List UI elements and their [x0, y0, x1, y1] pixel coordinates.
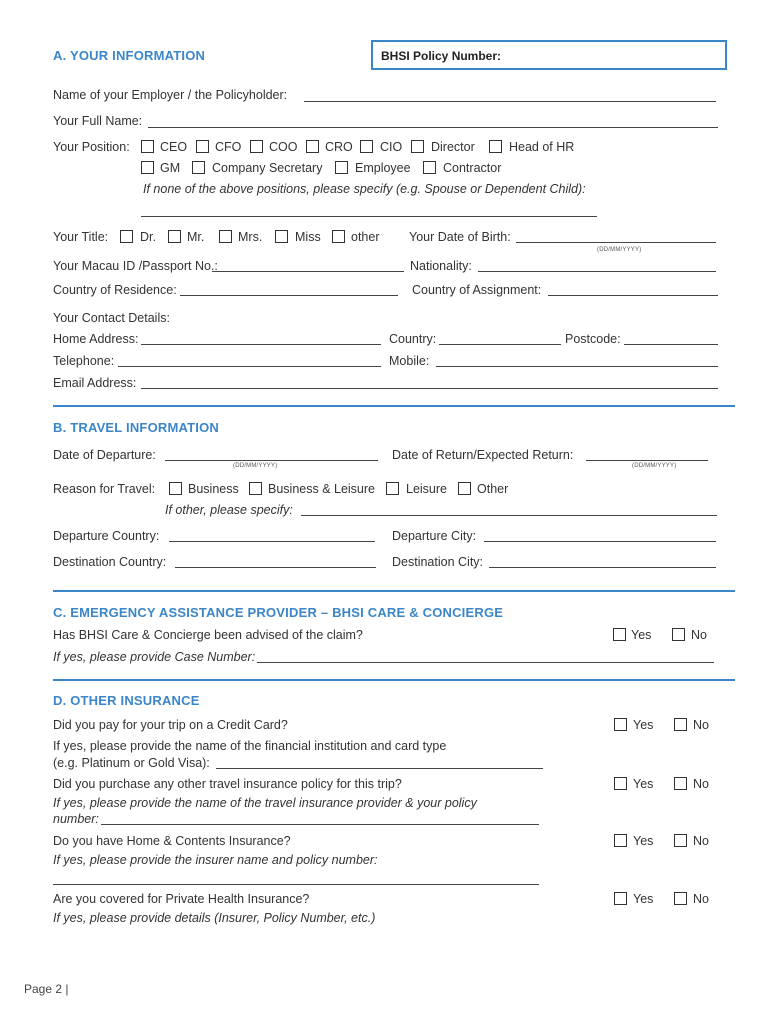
section-divider: [53, 679, 735, 681]
care-concierge-yes-checkbox[interactable]: [613, 628, 626, 641]
credit-card-question: Did you pay for your trip on a Credit Card?: [53, 718, 288, 732]
section-divider: [53, 405, 735, 407]
position-coo-label: COO: [269, 140, 298, 154]
assignment-label: Country of Assignment:: [412, 283, 542, 297]
reason-other-checkbox[interactable]: [458, 482, 471, 495]
reason-other-label: Other: [477, 482, 509, 496]
position-ceo-checkbox[interactable]: [141, 140, 154, 153]
destination-country-label: Destination Country:: [53, 555, 167, 569]
other-travel-insurance-no-checkbox[interactable]: [674, 777, 687, 790]
position-company-secretary-checkbox[interactable]: [192, 161, 205, 174]
position-cfo-label: CFO: [215, 140, 242, 154]
title-mr-label: Mr.: [187, 230, 205, 244]
departure-country-label: Departure Country:: [53, 529, 160, 543]
private-health-yes-label: Yes: [633, 892, 654, 906]
other-travel-insurance-followup-line2: number:: [53, 812, 99, 826]
other-travel-insurance-no-label: No: [693, 777, 709, 791]
position-head-of-hr-label: Head of HR: [509, 140, 575, 154]
title-miss-label: Miss: [295, 230, 321, 244]
other-travel-insurance-field[interactable]: [101, 824, 539, 825]
departure-date-format-hint: (DD/MM/YYYY): [233, 463, 278, 469]
private-health-no-checkbox[interactable]: [674, 892, 687, 905]
position-cfo-checkbox[interactable]: [196, 140, 209, 153]
position-ceo-label: CEO: [160, 140, 188, 154]
other-travel-insurance-yes-label: Yes: [633, 777, 654, 791]
mobile-label: Mobile:: [389, 354, 430, 368]
position-cio-checkbox[interactable]: [360, 140, 373, 153]
email-label: Email Address:: [53, 376, 137, 390]
reason-other-specify-label: If other, please specify:: [165, 503, 293, 517]
reason-label: Reason for Travel:: [53, 482, 156, 496]
private-health-yes-checkbox[interactable]: [614, 892, 627, 905]
position-contractor-checkbox[interactable]: [423, 161, 436, 174]
employer-label: Name of your Employer / the Policyholder:: [53, 88, 288, 102]
departure-city-label: Departure City:: [392, 529, 477, 543]
return-date-format-hint: (DD/MM/YYYY): [632, 463, 677, 469]
title-dr-checkbox[interactable]: [120, 230, 133, 243]
position-gm-checkbox[interactable]: [141, 161, 154, 174]
postcode-field[interactable]: [624, 344, 718, 345]
position-cio-label: CIO: [380, 140, 403, 154]
title-label: Your Title:: [53, 230, 109, 244]
position-contractor-label: Contractor: [443, 161, 502, 175]
section-divider: [53, 590, 735, 592]
country-label: Country:: [389, 332, 437, 346]
email-field[interactable]: [141, 388, 718, 389]
country-field[interactable]: [439, 344, 561, 345]
home-contents-followup: If yes, please provide the insurer name and policy number:: [53, 853, 378, 867]
departure-country-field[interactable]: [169, 541, 375, 542]
case-number-field[interactable]: [257, 662, 714, 663]
home-contents-no-label: No: [693, 834, 709, 848]
section-b-heading: B. TRAVEL INFORMATION: [53, 420, 219, 435]
credit-card-followup-line2: (e.g. Platinum or Gold Visa):: [53, 756, 210, 770]
departure-date-label: Date of Departure:: [53, 448, 156, 462]
reason-business-leisure-checkbox[interactable]: [249, 482, 262, 495]
position-other-field[interactable]: [141, 216, 597, 217]
home-address-label: Home Address:: [53, 332, 139, 346]
position-cro-label: CRO: [325, 140, 353, 154]
section-d-heading: D. OTHER INSURANCE: [53, 693, 200, 708]
credit-card-yes-checkbox[interactable]: [614, 718, 627, 731]
position-employee-checkbox[interactable]: [335, 161, 348, 174]
id-passport-label: Your Macau ID /Passport No.:: [53, 259, 218, 273]
title-other-checkbox[interactable]: [332, 230, 345, 243]
departure-date-field[interactable]: [165, 460, 378, 461]
section-a-heading: A. YOUR INFORMATION: [53, 48, 206, 63]
destination-city-label: Destination City:: [392, 555, 484, 569]
full-name-field[interactable]: [148, 127, 718, 128]
page-number: Page 2 |: [24, 982, 69, 996]
mobile-field[interactable]: [436, 366, 718, 367]
contact-details-label: Your Contact Details:: [53, 311, 170, 325]
title-miss-checkbox[interactable]: [275, 230, 288, 243]
care-concierge-question: Has BHSI Care & Concierge been advised of the claim?: [53, 628, 363, 642]
nationality-label: Nationality:: [410, 259, 472, 273]
policy-number-box[interactable]: [371, 40, 727, 70]
departure-city-field[interactable]: [484, 541, 716, 542]
position-company-secretary-label: Company Secretary: [212, 161, 323, 175]
reason-other-field[interactable]: [301, 515, 717, 516]
reason-leisure-checkbox[interactable]: [386, 482, 399, 495]
destination-city-field[interactable]: [489, 567, 716, 568]
position-director-checkbox[interactable]: [411, 140, 424, 153]
title-mrs-label: Mrs.: [238, 230, 263, 244]
other-travel-insurance-yes-checkbox[interactable]: [614, 777, 627, 790]
title-other-label: other: [351, 230, 380, 244]
other-travel-insurance-question: Did you purchase any other travel insurance policy for this trip?: [53, 777, 402, 791]
residence-label: Country of Residence:: [53, 283, 177, 297]
other-travel-insurance-followup-line1: If yes, please provide the name of the travel insurance provider & your policy: [53, 796, 477, 810]
care-concierge-yes-label: Yes: [631, 628, 652, 642]
nationality-field[interactable]: [478, 271, 716, 272]
reason-leisure-label: Leisure: [406, 482, 447, 496]
assignment-field[interactable]: [548, 295, 718, 296]
postcode-label: Postcode:: [565, 332, 621, 346]
position-other-label: If none of the above positions, please specify (e.g. Spouse or Dependent Child):: [143, 182, 586, 196]
credit-card-field[interactable]: [216, 768, 543, 769]
title-mrs-checkbox[interactable]: [219, 230, 232, 243]
private-health-followup: If yes, please provide details (Insurer, Policy Number, etc.): [53, 911, 376, 925]
reason-business-label: Business: [188, 482, 239, 496]
reason-business-checkbox[interactable]: [169, 482, 182, 495]
position-director-label: Director: [431, 140, 475, 154]
position-label: Your Position:: [53, 140, 130, 154]
home-contents-field[interactable]: [53, 884, 539, 885]
id-passport-field[interactable]: [212, 271, 404, 272]
home-address-field[interactable]: [141, 344, 381, 345]
return-date-field[interactable]: [586, 460, 708, 461]
return-date-label: Date of Return/Expected Return:: [392, 448, 574, 462]
employer-field[interactable]: [304, 101, 716, 102]
home-contents-no-checkbox[interactable]: [674, 834, 687, 847]
credit-card-followup-line1: If yes, please provide the name of the financial institution and card type: [53, 739, 447, 753]
telephone-field[interactable]: [118, 366, 381, 367]
position-coo-checkbox[interactable]: [250, 140, 263, 153]
home-contents-yes-checkbox[interactable]: [614, 834, 627, 847]
credit-card-no-label: No: [693, 718, 709, 732]
title-mr-checkbox[interactable]: [168, 230, 181, 243]
home-contents-question: Do you have Home & Contents Insurance?: [53, 834, 291, 848]
dob-field[interactable]: [516, 242, 716, 243]
care-concierge-no-checkbox[interactable]: [672, 628, 685, 641]
dob-format-hint: (DD/MM/YYYY): [597, 247, 642, 253]
destination-country-field[interactable]: [175, 567, 376, 568]
position-employee-label: Employee: [355, 161, 411, 175]
private-health-question: Are you covered for Private Health Insurance?: [53, 892, 310, 906]
full-name-label: Your Full Name:: [53, 114, 143, 128]
title-dr-label: Dr.: [140, 230, 156, 244]
position-gm-label: GM: [160, 161, 181, 175]
private-health-no-label: No: [693, 892, 709, 906]
care-concierge-no-label: No: [691, 628, 707, 642]
credit-card-no-checkbox[interactable]: [674, 718, 687, 731]
residence-field[interactable]: [180, 295, 398, 296]
reason-business-leisure-label: Business & Leisure: [268, 482, 376, 496]
dob-label: Your Date of Birth:: [409, 230, 511, 244]
telephone-label: Telephone:: [53, 354, 115, 368]
case-number-label: If yes, please provide Case Number:: [53, 650, 256, 664]
position-cro-checkbox[interactable]: [306, 140, 319, 153]
credit-card-yes-label: Yes: [633, 718, 654, 732]
section-c-heading: C. EMERGENCY ASSISTANCE PROVIDER – BHSI CARE & CONCIERGE: [53, 605, 504, 620]
position-head-of-hr-checkbox[interactable]: [489, 140, 502, 153]
home-contents-yes-label: Yes: [633, 834, 654, 848]
policy-number-label: BHSI Policy Number:: [381, 49, 502, 63]
